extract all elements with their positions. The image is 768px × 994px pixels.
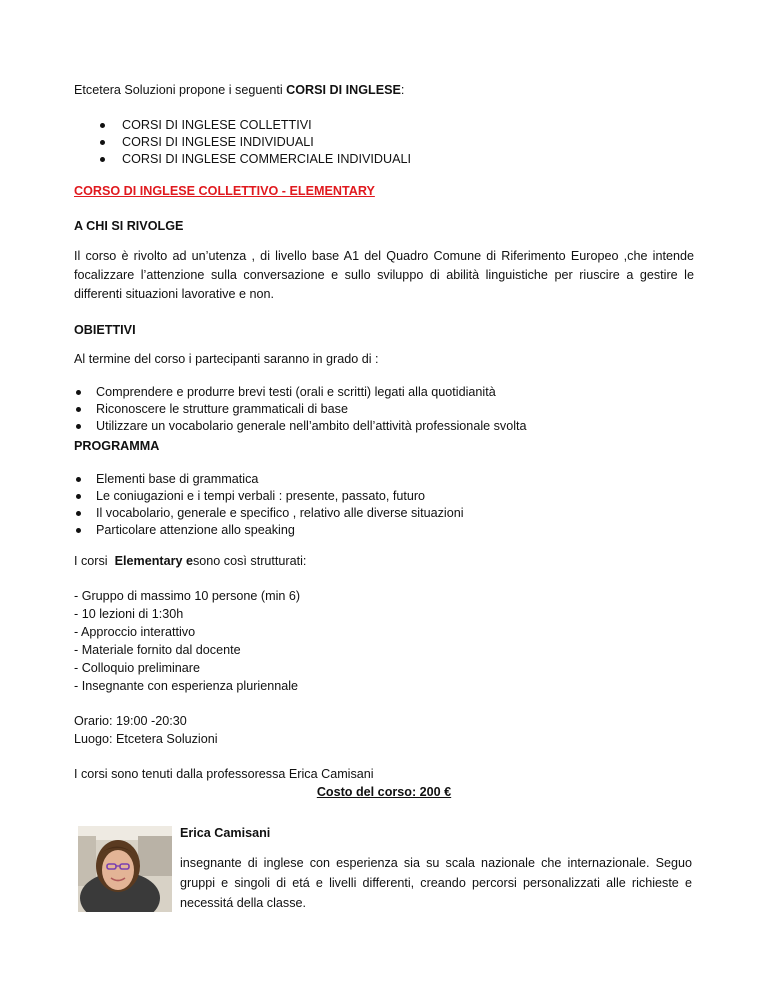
list-item: CORSI DI INGLESE COLLETTIVI [74,117,694,134]
teacher-portrait-image [78,826,172,912]
bullet-icon [76,511,81,516]
list-item: Particolare attenzione allo speaking [74,522,694,539]
bullet-icon [100,157,105,162]
bullet-icon [100,140,105,145]
objectives-intro: Al termine del corso i partecipanti saranno in grado di : [74,352,379,366]
structure-list [74,587,694,695]
target-heading: A CHI SI RIVOLGE [74,219,184,233]
intro-line: Etcetera Soluzioni propone i seguenti CORSI DI INGLESE: [74,83,405,97]
teacher-photo [78,826,172,912]
objectives-list [74,384,694,435]
bullet-icon [100,123,105,128]
list-item: - Gruppo di massimo 10 persone (min 6) [74,589,301,603]
program-heading: PROGRAMMA [74,439,160,453]
schedule-hours: Orario: 19:00 -20:30 [74,714,187,728]
intro-bold: CORSI DI INGLESE [286,83,401,97]
cost-line [74,784,694,801]
list-item: Le coniugazioni e i tempi verbali : presente, passato, futuro [74,488,694,505]
course-title: CORSO DI INGLESE COLLETTIVO - ELEMENTARY [74,184,375,198]
list-item: CORSI DI INGLESE COMMERCIALE INDIVIDUALI [74,151,694,168]
target-paragraph: Il corso è rivolto ad un’utenza , di livello base A1 del Quadro Comune di Riferimento Europeo ,che intende focalizzare l’attenzione sulla conversazione e sullo sviluppo di abilità linguistiche per riuscire a gestire le differenti situazioni lavorative e non. [74,249,694,301]
course-types-list [74,117,694,168]
bullet-icon [76,390,81,395]
bullet-icon [76,528,81,533]
list-item: - Approccio interattivo [74,625,196,639]
bullet-icon [76,407,81,412]
bio-text: insegnante di inglese con esperienza sia su scala nazionale che internazionale. Seguo gruppi e singoli di etá e livelli differenti, creando percorsi personalizzati alle richieste e necessitá della classe. [180,856,692,910]
objectives-heading: OBIETTIVI [74,323,136,337]
list-item: Elementi base di grammatica [74,471,694,488]
structure-intro: I corsi Elementary esono così strutturati: [74,554,307,568]
list-item: Il vocabolario, generale e specifico , relativo alle diverse situazioni [74,505,694,522]
bio-name: Erica Camisani [180,826,271,840]
bullet-icon [76,477,81,482]
list-item: - Materiale fornito dal docente [74,643,241,657]
list-item: Riconoscere le strutture grammaticali di base [74,401,694,418]
program-list [74,471,694,539]
cost-text: Costo del corso: 200 € [316,785,452,799]
list-item: - 10 lezioni di 1:30h [74,607,184,621]
list-item: - Colloquio preliminare [74,661,200,675]
list-item: CORSI DI INGLESE INDIVIDUALI [74,134,694,151]
schedule-block [74,712,694,748]
bullet-icon [76,494,81,499]
list-item: Utilizzare un vocabolario generale nell’ambito dell’attività professionale svolta [74,418,694,435]
list-item: Comprendere e produrre brevi testi (orali e scritti) legati alla quotidianità [74,384,694,401]
list-item: - Insegnante con esperienza pluriennale [74,679,299,693]
schedule-place: Luogo: Etcetera Soluzioni [74,732,218,746]
bullet-icon [76,424,81,429]
teacher-line: I corsi sono tenuti dalla professoressa Erica Camisani [74,767,374,781]
